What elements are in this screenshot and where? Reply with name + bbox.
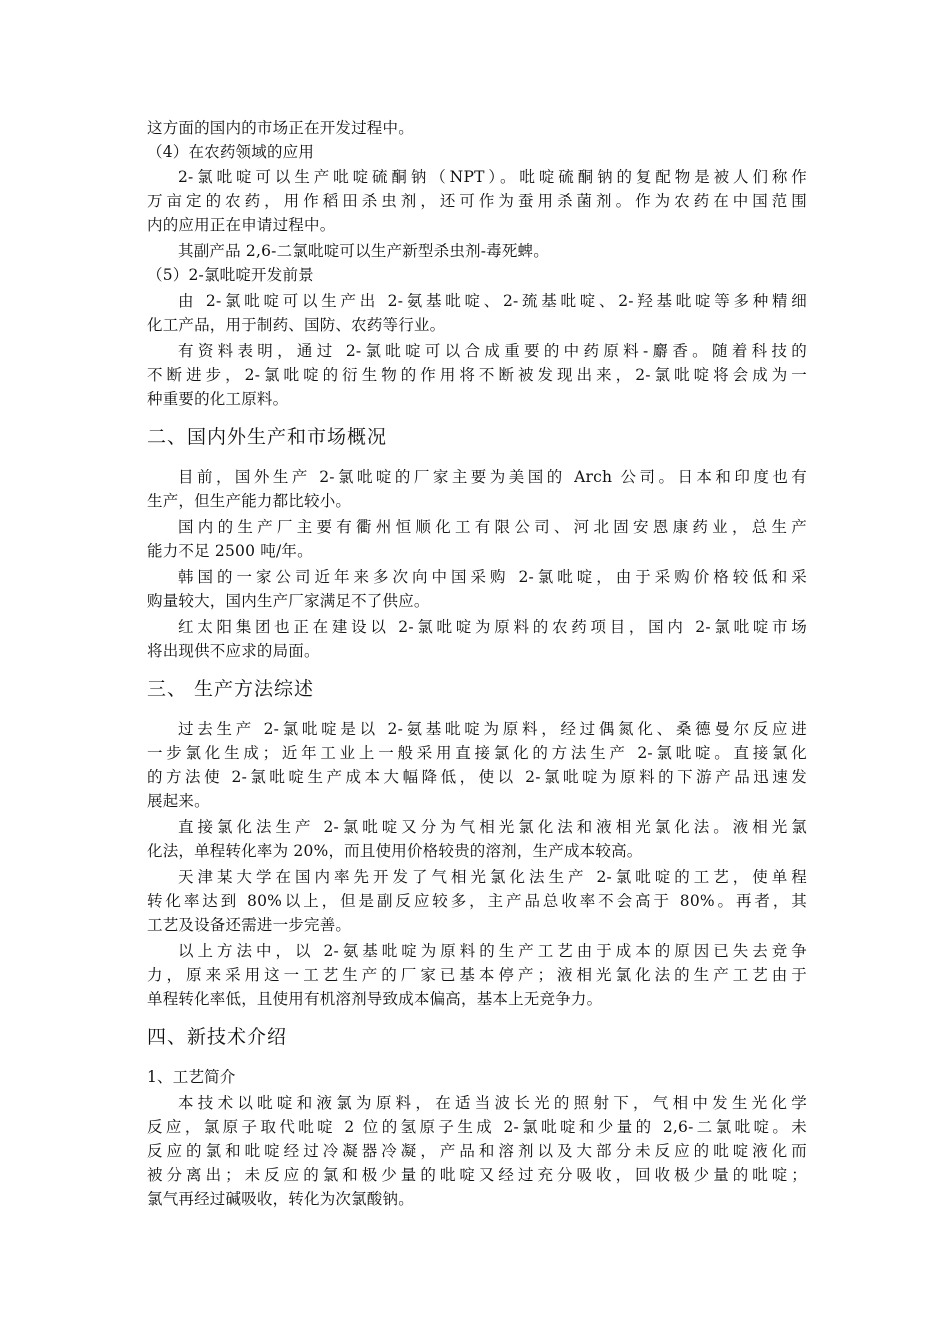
text-line: 氯气再经过碱吸收，转化为次氯酸钠。 [147, 1190, 414, 1208]
text-line: 生产，但生产能力都比较小。 [147, 492, 352, 510]
text-line: 国内的生产厂主要有衢州恒顺化工有限公司、河北固安恩康药业，总生产 [178, 518, 807, 536]
text-line: 直接氯化法生产 2-氯吡啶又分为气相光氯化法和液相光氯化法。液相光氯 [178, 818, 807, 836]
section-heading: 四、新技术介绍 [147, 1026, 288, 1048]
section-heading: 二、国内外生产和市场概况 [147, 426, 388, 448]
text-line: 2-氯吡啶可以生产吡啶硫酮钠（NPT）。吡啶硫酮钠的复配物是被人们称作 [178, 168, 807, 186]
text-line: 单程转化率低，且使用有机溶剂导致成本偏高，基本上无竞争力。 [147, 990, 603, 1008]
text-line: 将出现供不应求的局面。 [147, 642, 320, 660]
text-line: 红太阳集团也正在建设以 2-氯吡啶为原料的农药项目，国内 2-氯吡啶市场 [178, 618, 807, 636]
text-line: 由 2-氯吡啶可以生产出 2-氨基吡啶、2-巯基吡啶、2-羟基吡啶等多种精细 [178, 292, 807, 310]
text-line: 1、工艺简介 [147, 1068, 236, 1086]
text-line: 力，原来采用这一工艺生产的厂家已基本停产；液相光氯化法的生产工艺由于 [147, 966, 807, 984]
text-line: （5）2-氯吡啶开发前景 [147, 266, 314, 284]
text-line: 其副产品 2,6-二氯吡啶可以生产新型杀虫剂-毒死蜱。 [178, 242, 549, 260]
text-line: 有资料表明，通过 2-氯吡啶可以合成重要的中药原料-麝香。随着科技的 [178, 342, 807, 360]
text-line: 反应，氯原子取代吡啶 2 位的氢原子生成 2-氯吡啶和少量的 2,6-二氯吡啶。未 [147, 1118, 807, 1136]
text-line: 万亩定的农药，用作稻田杀虫剂，还可作为蚕用杀菌剂。作为农药在中国范围 [147, 192, 807, 210]
text-line: 化工产品，用于制药、国防、农药等行业。 [147, 316, 446, 334]
text-line: 的方法使 2-氯吡啶生产成本大幅降低，使以 2-氯吡啶为原料的下游产品迅速发 [147, 768, 807, 786]
text-line: 天津某大学在国内率先开发了气相光氯化法生产 2-氯吡啶的工艺，使单程 [178, 868, 807, 886]
text-line: 转化率达到 80%以上，但是副反应较多，主产品总收率不会高于 80%。再者，其 [147, 892, 807, 910]
text-line: （4）在农药领域的应用 [147, 143, 315, 161]
text-line: 被分离出；未反应的氯和极少量的吡啶又经过充分吸收，回收极少量的吡啶； [147, 1166, 807, 1184]
section-heading: 三、 生产方法综述 [147, 678, 315, 700]
text-line: 购量较大，国内生产厂家满足不了供应。 [147, 592, 430, 610]
text-line: 展起来。 [147, 792, 210, 810]
text-line: 过去生产 2-氯吡啶是以 2-氨基吡啶为原料，经过偶氮化、桑德曼尔反应进 [178, 720, 807, 738]
text-line: 能力不足 2500 吨/年。 [147, 542, 313, 560]
text-line: 化法，单程转化率为 20%，而且使用价格较贵的溶剂，生产成本较高。 [147, 842, 643, 860]
text-line: 韩国的一家公司近年来多次向中国采购 2-氯吡啶，由于采购价格较低和采 [178, 568, 807, 586]
text-line: 种重要的化工原料。 [147, 390, 289, 408]
text-line: 本技术以吡啶和液氯为原料，在适当波长光的照射下，气相中发生光化学 [178, 1094, 807, 1112]
text-line: 不断进步，2-氯吡啶的衍生物的作用将不断被发现出来，2-氯吡啶将会成为一 [147, 366, 807, 384]
text-line: 目前，国外生产 2-氯吡啶的厂家主要为美国的 Arch 公司。日本和印度也有 [178, 468, 807, 486]
text-line: 内的应用正在申请过程中。 [147, 216, 336, 234]
text-line: 反应的氯和吡啶经过冷凝器冷凝，产品和溶剂以及大部分未反应的吡啶液化而 [147, 1142, 807, 1160]
text-line: 一步氯化生成；近年工业上一般采用直接氯化的方法生产 2-氯吡啶。直接氯化 [147, 744, 807, 762]
text-line: 这方面的国内的市场正在开发过程中。 [147, 119, 414, 137]
text-line: 工艺及设备还需进一步完善。 [147, 916, 352, 934]
text-line: 以上方法中，以 2-氨基吡啶为原料的生产工艺由于成本的原因已失去竞争 [178, 942, 807, 960]
